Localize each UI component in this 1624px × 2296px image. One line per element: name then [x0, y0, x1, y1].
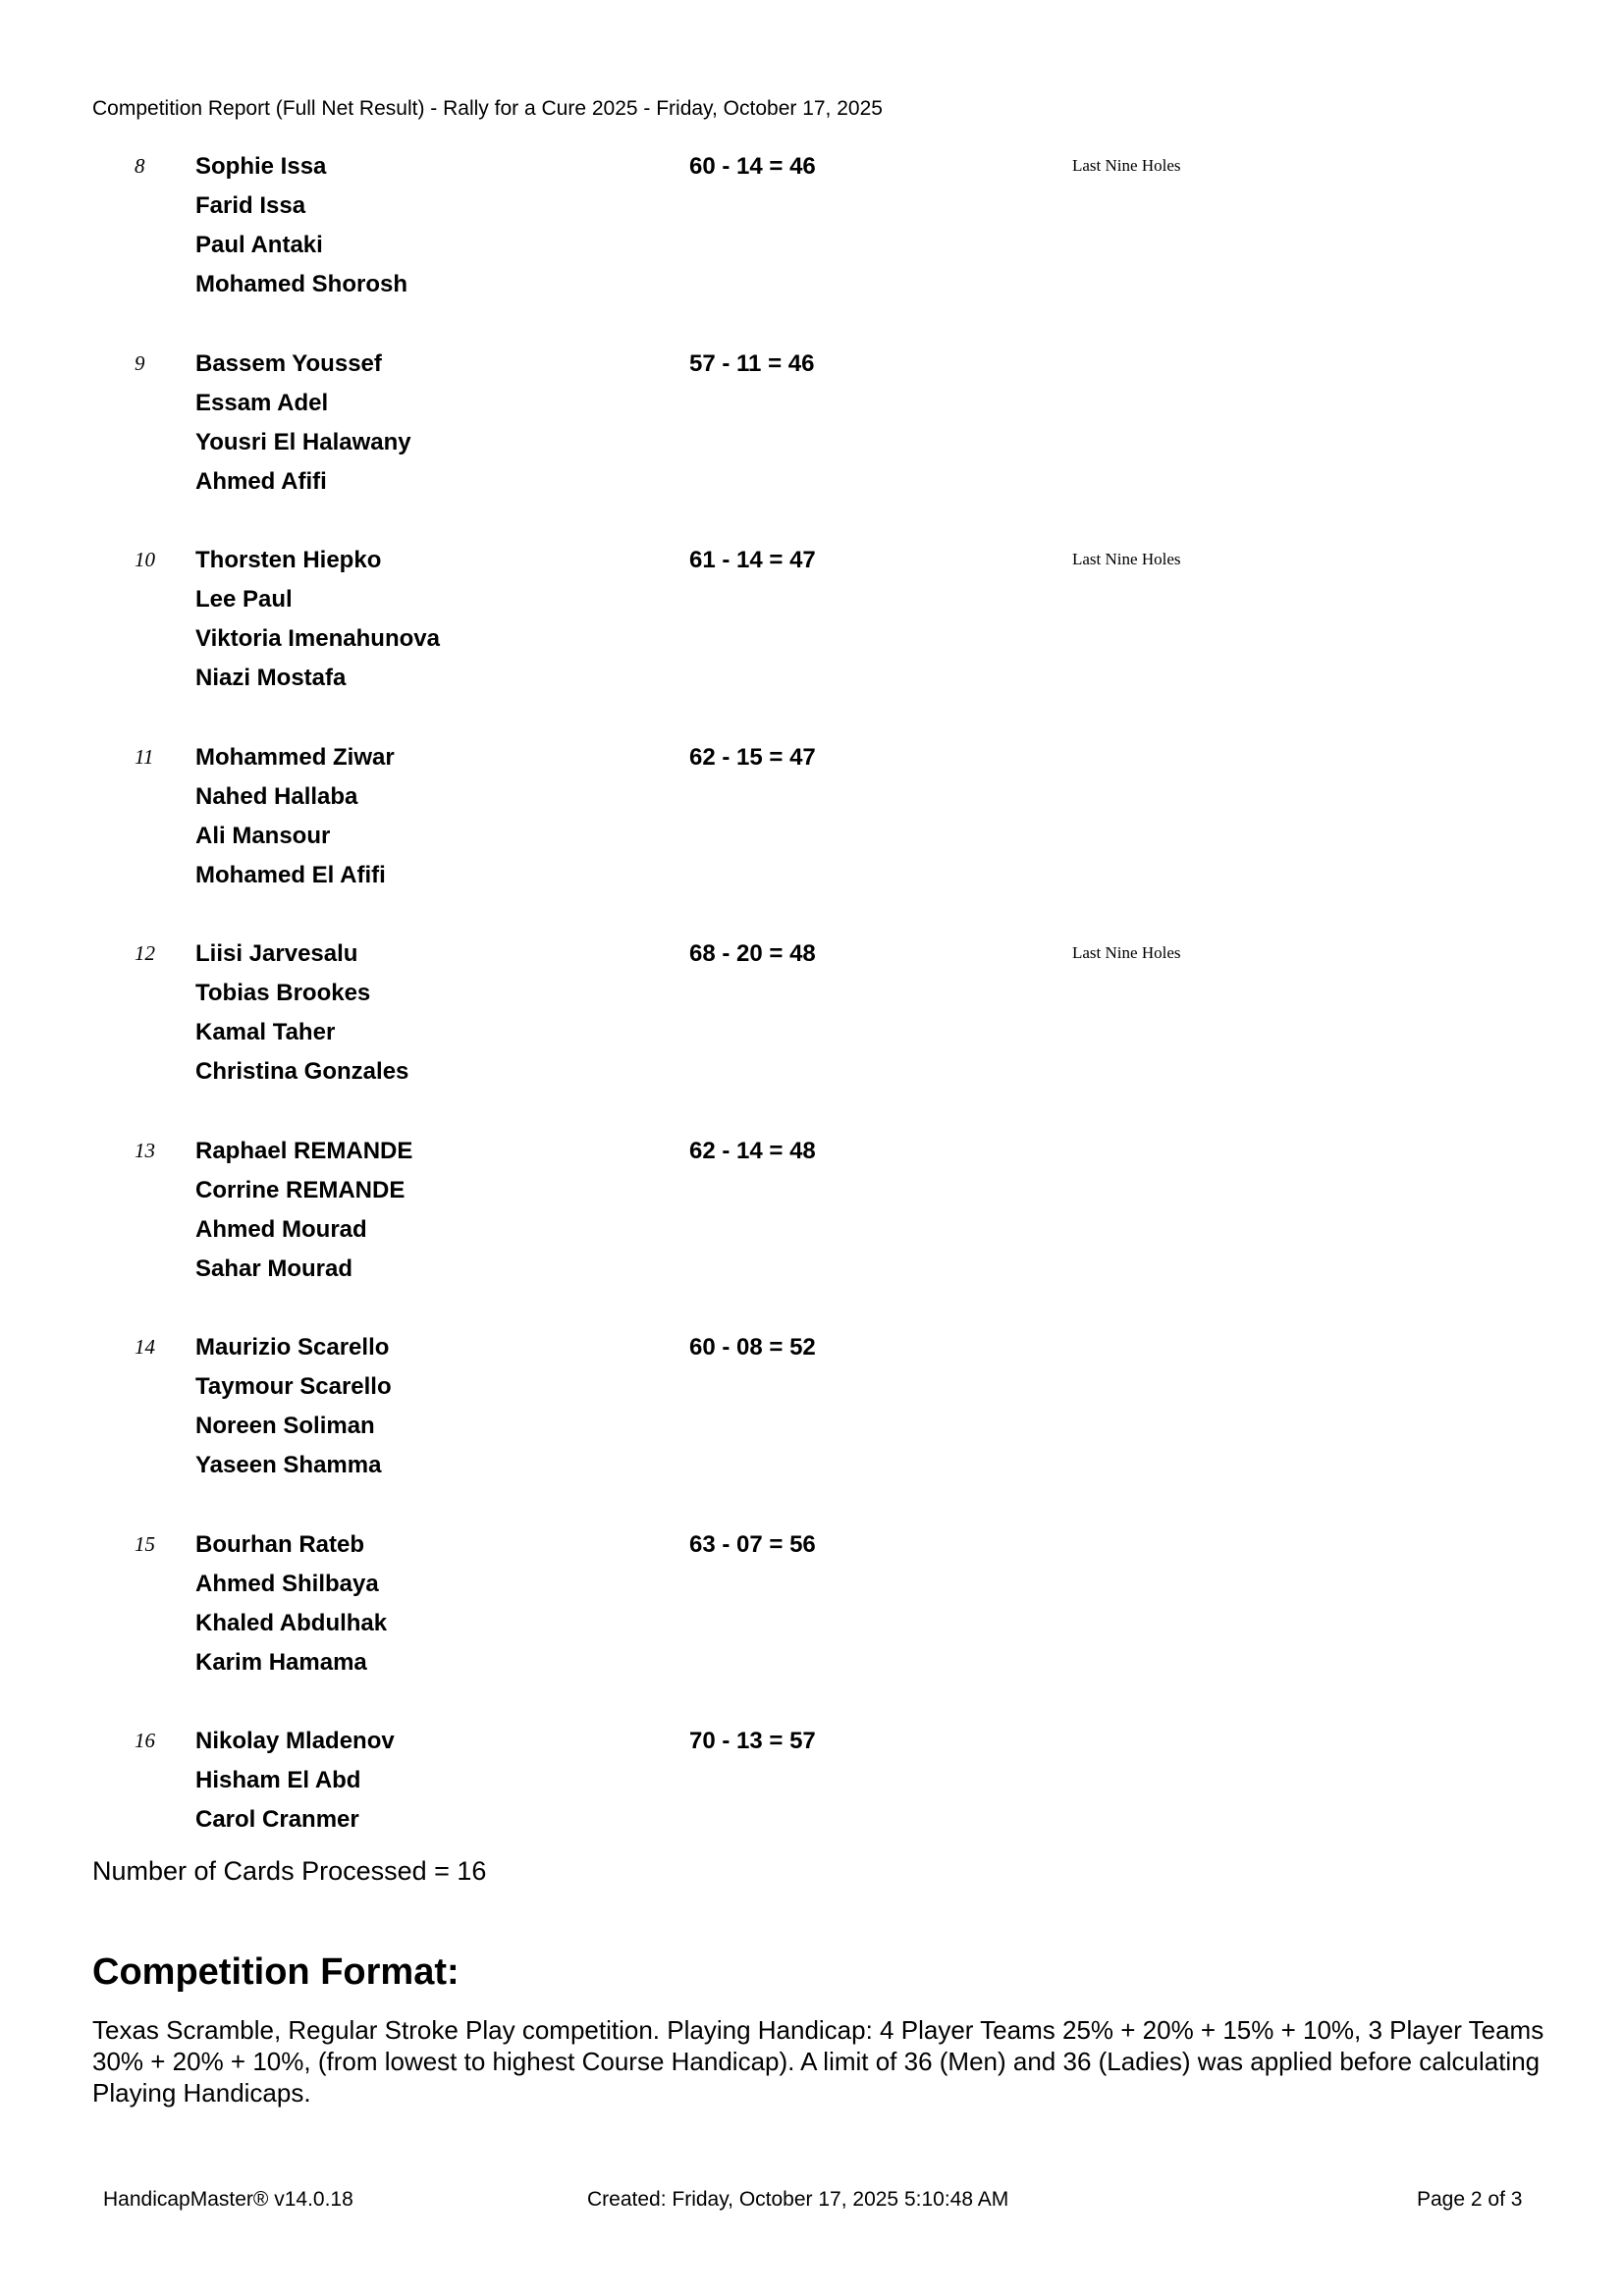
player-name: Corrine REMANDE	[195, 1176, 406, 1203]
team-players	[195, 939, 408, 1096]
player-name: Tobias Brookes	[195, 980, 371, 1006]
player-name: Mohammed Ziwar	[195, 743, 395, 771]
team-players	[195, 1727, 395, 1844]
entry-rank: 8	[135, 154, 145, 178]
player-name: Maurizio Scarello	[195, 1334, 390, 1361]
team-players	[195, 349, 411, 507]
result-entry	[0, 546, 1624, 743]
entry-rank: 10	[135, 548, 155, 571]
player-name: Sophie Issa	[195, 153, 327, 180]
player-name: Bourhan Rateb	[195, 1530, 365, 1558]
entry-rank: 13	[135, 1138, 155, 1162]
team-players	[195, 546, 440, 703]
player-name: Sahar Mourad	[195, 1255, 353, 1282]
player-name: Liisi Jarvesalu	[195, 940, 358, 967]
entry-score: 60 - 14 = 46	[689, 153, 816, 180]
entry-score: 68 - 20 = 48	[689, 940, 816, 967]
entry-rank: 12	[135, 941, 155, 965]
result-entry	[0, 152, 1624, 349]
result-entry	[0, 349, 1624, 547]
team-players	[195, 1333, 392, 1490]
footer-software: HandicapMaster® v14.0.18	[103, 2188, 353, 2211]
team-players	[195, 1137, 412, 1294]
competition-format-text: Texas Scramble, Regular Stroke Play competition. Playing Handicap: 4 Player Teams 25% + 20% + 15% + 10%, 3 Player Teams 30% + 20% + 10%, (from lowest to highest Course Handicap). A limit of 36 (Men) and 36 (Ladies) was applied before calculating Playing Handicaps.	[92, 2015, 1544, 2108]
player-name: Noreen Soliman	[195, 1413, 375, 1439]
player-name: Mohamed El Afifi	[195, 861, 386, 888]
result-entry	[0, 1333, 1624, 1530]
entry-score: 70 - 13 = 57	[689, 1728, 816, 1754]
result-entry	[0, 939, 1624, 1137]
team-players	[195, 743, 395, 900]
player-name: Hisham El Abd	[195, 1767, 361, 1793]
tiebreak-note: Last Nine Holes	[1072, 156, 1181, 175]
results-list	[0, 152, 1624, 1924]
entry-rank: 9	[135, 350, 145, 375]
result-entry	[0, 1727, 1624, 1924]
player-name: Taymour Scarello	[195, 1373, 392, 1400]
player-name: Ahmed Afifi	[195, 467, 327, 495]
player-name: Khaled Abdulhak	[195, 1609, 388, 1636]
footer-page-number: Page 2 of 3	[1417, 2188, 1523, 2211]
player-name: Christina Gonzales	[195, 1058, 409, 1085]
entry-score: 57 - 11 = 46	[689, 349, 815, 377]
player-name: Karim Hamama	[195, 1648, 367, 1676]
player-name: Essam Adel	[195, 389, 329, 416]
entry-rank: 16	[135, 1729, 155, 1752]
player-name: Paul Antaki	[195, 232, 323, 258]
player-name: Nikolay Mladenov	[195, 1728, 395, 1754]
entry-score: 61 - 14 = 47	[689, 547, 816, 573]
entry-rank: 15	[135, 1531, 155, 1556]
player-name: Bassem Youssef	[195, 349, 382, 377]
entry-score: 60 - 08 = 52	[689, 1334, 816, 1361]
player-name: Kamal Taher	[195, 1019, 336, 1045]
player-name: Mohamed Shorosh	[195, 271, 408, 297]
player-name: Ahmed Mourad	[195, 1215, 367, 1243]
player-name: Yousri El Halawany	[195, 428, 411, 455]
entry-score: 63 - 07 = 56	[689, 1530, 816, 1558]
team-players	[195, 152, 407, 309]
player-name: Ali Mansour	[195, 822, 331, 849]
player-name: Nahed Hallaba	[195, 782, 358, 810]
entry-rank: 11	[135, 744, 154, 769]
player-name: Ahmed Shilbaya	[195, 1570, 379, 1597]
team-players	[195, 1530, 387, 1687]
result-entry	[0, 1530, 1624, 1728]
player-name: Lee Paul	[195, 586, 293, 613]
player-name: Farid Issa	[195, 192, 306, 219]
entry-score: 62 - 15 = 47	[689, 743, 816, 771]
result-entry	[0, 1137, 1624, 1334]
player-name: Raphael REMANDE	[195, 1137, 413, 1164]
cards-processed: Number of Cards Processed = 16	[92, 1856, 487, 1886]
entry-rank: 14	[135, 1335, 155, 1359]
competition-format-title: Competition Format:	[92, 1951, 460, 1993]
tiebreak-note: Last Nine Holes	[1072, 943, 1181, 962]
report-header: Competition Report (Full Net Result) - Rally for a Cure 2025 - Friday, October 17, 2025	[92, 97, 883, 120]
player-name: Thorsten Hiepko	[195, 547, 382, 573]
player-name: Yaseen Shamma	[195, 1452, 382, 1478]
player-name: Carol Cranmer	[195, 1806, 359, 1833]
footer-created: Created: Friday, October 17, 2025 5:10:48 AM	[587, 2188, 1009, 2211]
entry-score: 62 - 14 = 48	[689, 1137, 816, 1164]
player-name: Viktoria Imenahunova	[195, 625, 440, 652]
tiebreak-note: Last Nine Holes	[1072, 550, 1181, 568]
player-name: Niazi Mostafa	[195, 665, 347, 691]
result-entry	[0, 743, 1624, 940]
